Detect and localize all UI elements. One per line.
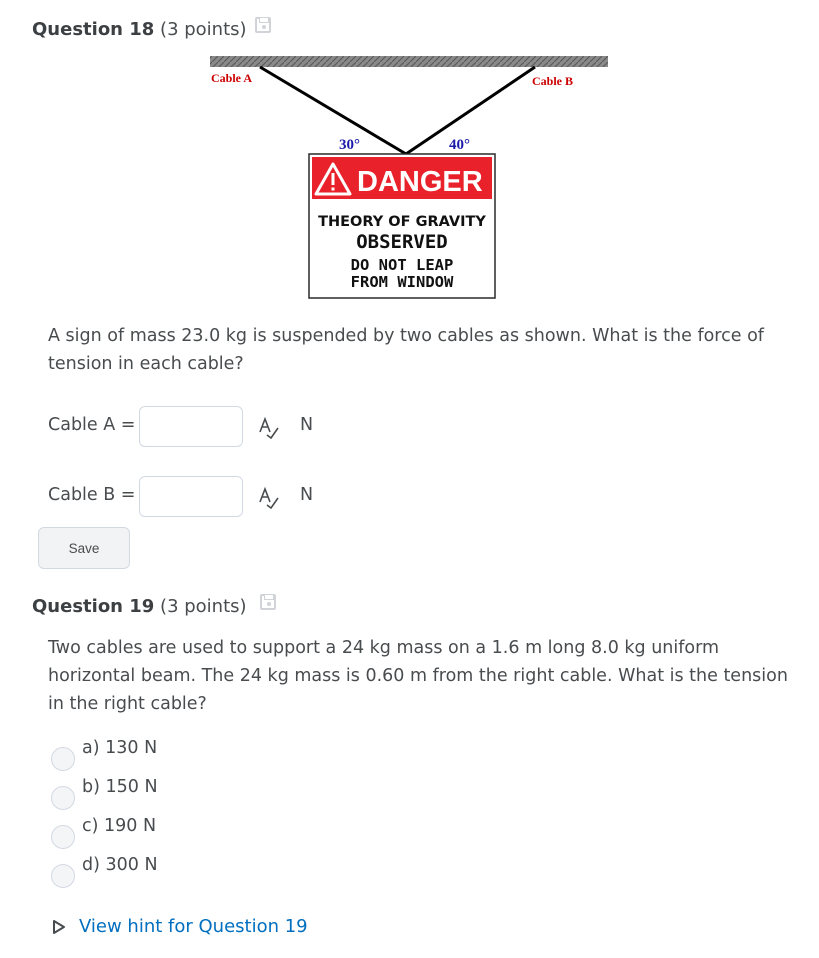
cable-b-line (406, 67, 535, 154)
question-18-stem: A sign of mass 23.0 kg is suspended by two cables as shown. What is the force of tension in each cable? (48, 326, 764, 374)
unit-label: N (300, 415, 314, 435)
sign-line-4: FROM WINDOW (350, 273, 454, 291)
question-title: Question 19 (32, 596, 155, 617)
option-b-radio[interactable] (51, 786, 75, 810)
sign-header-text: DANGER (357, 166, 483, 198)
spellcheck-icon[interactable] (256, 485, 280, 509)
cable-a-field-label: Cable A = (48, 415, 136, 435)
floppy-disk-icon (255, 17, 271, 33)
question-points: (3 points) (160, 596, 247, 617)
cable-a-line (260, 67, 406, 154)
cable-a-label: Cable A (211, 71, 253, 85)
sign-line-2: OBSERVED (356, 231, 448, 253)
cable-b-label: Cable B (532, 74, 574, 88)
spellcheck-icon[interactable] (256, 415, 280, 439)
question-title: Question 18 (32, 19, 155, 40)
question-19-stem: Two cables are used to support a 24 kg mass on a 1.6 m long 8.0 kg uniform horizontal beam. The 24 kg mass is 0.60 m from the right cable. What is the tension in the right cable? (48, 638, 788, 714)
cable-b-input[interactable] (139, 476, 243, 517)
floppy-disk-icon (260, 594, 276, 610)
question-points: (3 points) (160, 19, 247, 40)
danger-sign (309, 154, 495, 298)
unit-label: N (300, 485, 314, 505)
hint-label[interactable]: View hint for Question 19 (79, 916, 308, 937)
question-18-header (32, 19, 247, 40)
save-button[interactable]: Save (38, 527, 130, 569)
angle-a-label: 30° (339, 137, 360, 153)
expand-triangle-icon[interactable] (52, 919, 66, 935)
view-hint-link[interactable] (52, 916, 308, 937)
ceiling-bar (210, 56, 608, 67)
cable-b-field-label: Cable B = (48, 485, 136, 505)
sign-line-1: THEORY OF GRAVITY (318, 214, 486, 230)
angle-b-label: 40° (449, 137, 470, 153)
option-c-label[interactable]: c) 190 N (82, 816, 157, 836)
option-d-label[interactable]: d) 300 N (82, 855, 158, 875)
cable-a-input[interactable] (139, 406, 243, 447)
option-d-radio[interactable] (51, 864, 75, 888)
question-19-header (32, 596, 247, 617)
option-b-label[interactable]: b) 150 N (82, 777, 158, 797)
option-a-label[interactable]: a) 130 N (82, 738, 158, 758)
option-a-radio[interactable] (51, 747, 75, 771)
option-c-radio[interactable] (51, 825, 75, 849)
sign-line-3: DO NOT LEAP (350, 256, 454, 274)
hanging-sign-diagram (200, 50, 620, 302)
